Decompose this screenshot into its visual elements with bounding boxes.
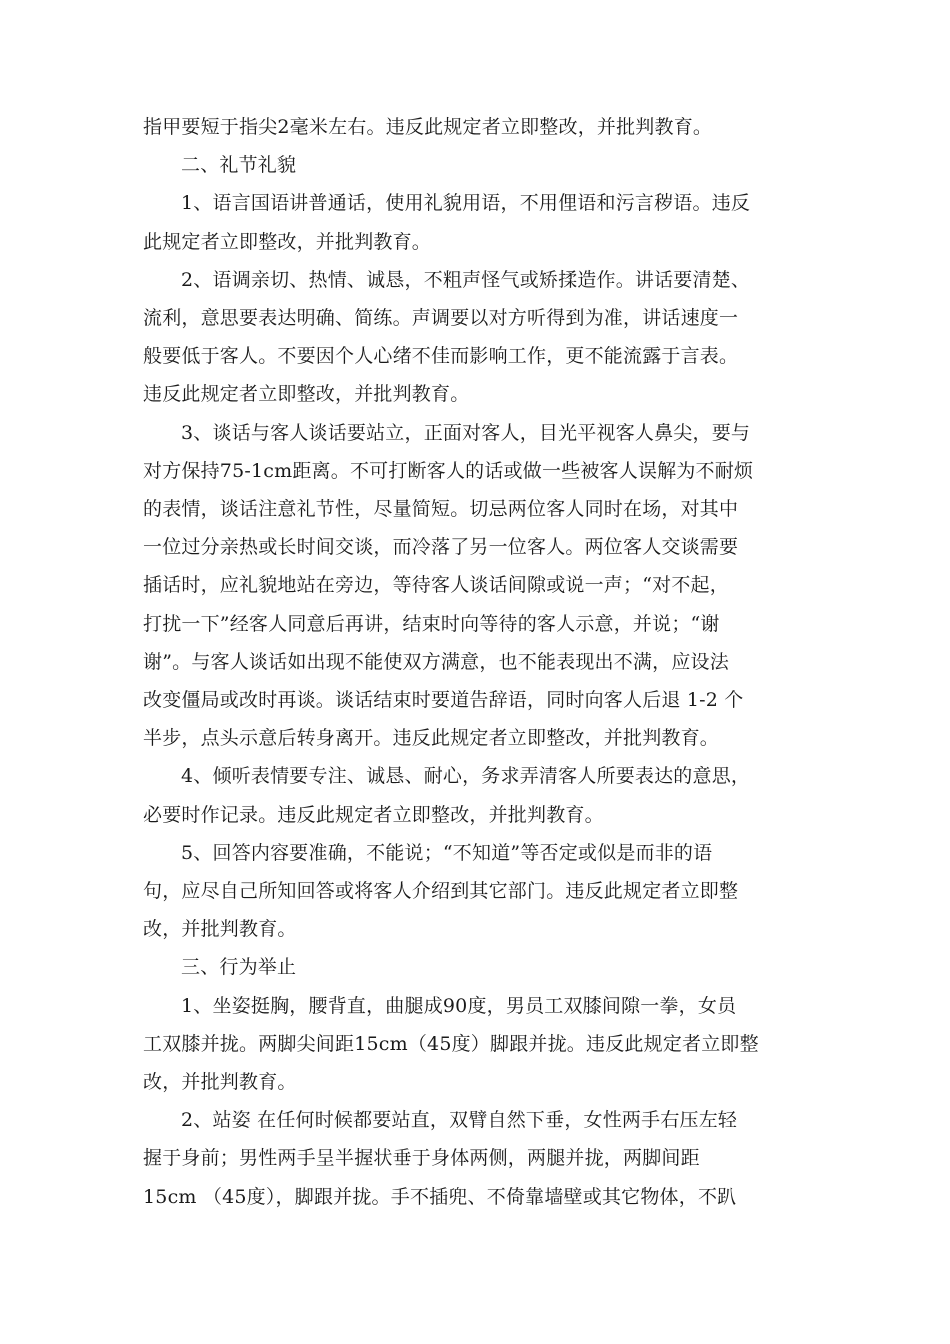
paragraph-conversation (143, 414, 823, 758)
text-line: 1、坐姿挺胸，腰背直，曲腿成90度，男员工双膝间隙一拳，女员 (181, 994, 737, 1017)
text-line: 改变僵局或改时再谈。谈话结束时要道告辞语，同时向客人后退 1-2 个 (143, 689, 744, 712)
text-line: 15cm （45度），脚跟并拢。手不插兜、不倚靠墙壁或其它物体，不趴 (143, 1185, 737, 1208)
text-line: 必要时作记录。违反此规定者立即整改，并批判教育。 (143, 803, 604, 826)
text-line: 违反此规定者立即整改，并批判教育。 (143, 383, 470, 406)
text-line: 此规定者立即整改，并批判教育。 (143, 230, 432, 253)
text-line: 句，应尽自己所知回答或将客人介绍到其它部门。违反此规定者立即整 (143, 880, 739, 903)
document-body (143, 108, 823, 1216)
section-heading-behavior: 三、行为举止 (181, 956, 297, 979)
text-line: 改，并批判教育。 (143, 918, 297, 941)
text-line: 流利，意思要表达明确、简练。声调要以对方听得到为准，讲话速度一 (143, 307, 739, 330)
text-line: 3、谈话与客人谈话要站立，正面对客人，目光平视客人鼻尖，要与 (181, 421, 751, 444)
text-line: 谢”。与客人谈话如出现不能使双方满意，也不能表现出不满，应设法 (143, 650, 729, 673)
text-line: 般要低于客人。不要因个人心绪不佳而影响工作，更不能流露于言表。 (143, 345, 739, 368)
text-line: 2、语调亲切、热情、诚恳，不粗声怪气或矫揉造作。讲话要清楚、 (181, 268, 751, 291)
paragraph-listening (143, 757, 823, 833)
text-line: 的表情，谈话注意礼节性，尽量简短。切忌两位客人同时在场，对其中 (143, 498, 739, 521)
text-line: 插话时，应礼貌地站在旁边，等待客人谈话间隙或说一声；“对不起， (143, 574, 729, 597)
text-line: 对方保持75-1cm距离。不可打断客人的话或做一些被客人误解为不耐烦 (143, 459, 754, 482)
section-heading-etiquette: 二、礼节礼貌 (181, 154, 297, 177)
text-line: 2、站姿 在任何时候都要站直，双臂自然下垂，女性两手右压左轻 (181, 1109, 738, 1132)
text-line: 1、语言国语讲普通话，使用礼貌用语，不用俚语和污言秽语。违反 (181, 192, 751, 215)
paragraph-language (143, 184, 823, 260)
text-line: 指甲要短于指尖2毫米左右。违反此规定者立即整改，并批判教育。 (143, 116, 713, 138)
text-line: 打扰一下”经客人同意后再讲，结束时向等待的客人示意，并说；“谢 (143, 612, 720, 635)
paragraph-tone (143, 261, 823, 414)
text-line: 工双膝并拢。两脚尖间距15cm（45度）脚跟并拢。违反此规定者立即整 (143, 1032, 759, 1055)
text-line: 4、倾听表情要专注、诚恳、耐心，务求弄清客人所要表达的意思， (181, 765, 751, 788)
paragraph-fingernails (143, 108, 823, 146)
text-line: 5、回答内容要准确，不能说；“不知道”等否定或似是而非的语 (181, 841, 713, 864)
paragraph-sitting (143, 987, 823, 1102)
text-line: 半步，点头示意后转身离开。违反此规定者立即整改，并批判教育。 (143, 727, 720, 750)
text-line: 握于身前；男性两手呈半握状垂于身体两侧，两腿并拢，两脚间距 (143, 1147, 700, 1170)
text-line: 一位过分亲热或长时间交谈，而冷落了另一位客人。两位客人交谈需要 (143, 536, 739, 559)
paragraph-standing (143, 1101, 823, 1216)
text-line: 改，并批判教育。 (143, 1071, 297, 1094)
paragraph-answering (143, 834, 823, 949)
